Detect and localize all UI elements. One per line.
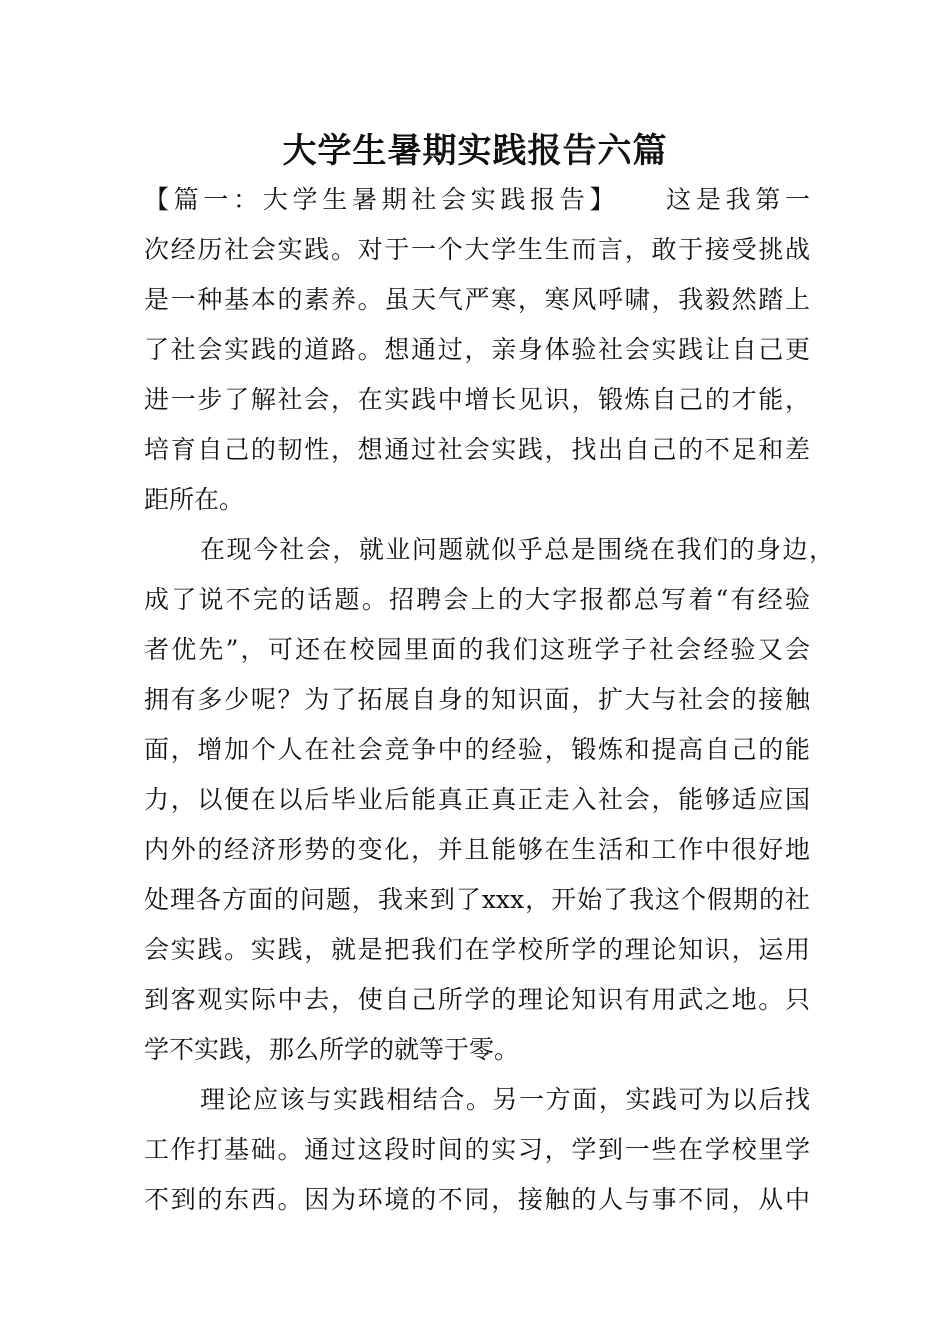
text-line: 理论应该与实践相结合。另一方面，实践可为以后找	[200, 1085, 810, 1114]
text-line: 到客观实际中去，使自己所学的理论知识有用武之地。只	[144, 985, 810, 1014]
text-line: 在现今社会，就业问题就似乎总是围绕在我们的身边，	[200, 535, 834, 564]
text-line: 者优先”，可还在校园里面的我们这班学子社会经验又会	[144, 635, 810, 664]
paragraph-3	[144, 1075, 810, 1225]
text-line: 处理各方面的问题，我来到了xxx，开始了我这个假期的社	[144, 885, 810, 914]
paragraph-2	[144, 525, 834, 1075]
document-title: 大学生暑期实践报告六篇	[282, 131, 668, 171]
document-body	[144, 175, 834, 1225]
text-line: 面，增加个人在社会竞争中的经验，锻炼和提高自己的能	[144, 735, 810, 764]
text-line: 内外的经济形势的变化，并且能够在生活和工作中很好地	[144, 835, 810, 864]
text-line: 进一步了解社会，在实践中增长见识，锻炼自己的才能，	[144, 385, 810, 414]
text-line: 成了说不完的话题。招聘会上的大字报都总写着“有经验	[144, 585, 810, 614]
text-line: 拥有多少呢？为了拓展自身的知识面，扩大与社会的接触	[144, 685, 810, 714]
text-line: 学不实践，那么所学的就等于零。	[144, 1035, 520, 1064]
text-line: 会实践。实践，就是把我们在学校所学的理论知识，运用	[144, 935, 810, 964]
text-line: 【篇一：大学生暑期社会实践报告】 这是我第一	[144, 185, 810, 214]
text-line: 培育自己的韧性，想通过社会实践，找出自己的不足和差	[144, 435, 810, 464]
text-line: 了社会实践的道路。想通过，亲身体验社会实践让自己更	[144, 335, 810, 364]
text-line: 是一种基本的素养。虽天气严寒，寒风呼啸，我毅然踏上	[144, 285, 810, 314]
text-line: 工作打基础。通过这段时间的实习，学到一些在学校里学	[144, 1135, 810, 1164]
paragraph-1	[144, 175, 810, 525]
text-line: 不到的东西。因为环境的不同，接触的人与事不同，从中	[144, 1185, 810, 1214]
text-line: 次经历社会实践。对于一个大学生生而言，敢于接受挑战	[144, 235, 810, 264]
text-line: 距所在。	[144, 485, 245, 514]
text-line: 力，以便在以后毕业后能真正真正走入社会，能够适应国	[144, 785, 810, 814]
